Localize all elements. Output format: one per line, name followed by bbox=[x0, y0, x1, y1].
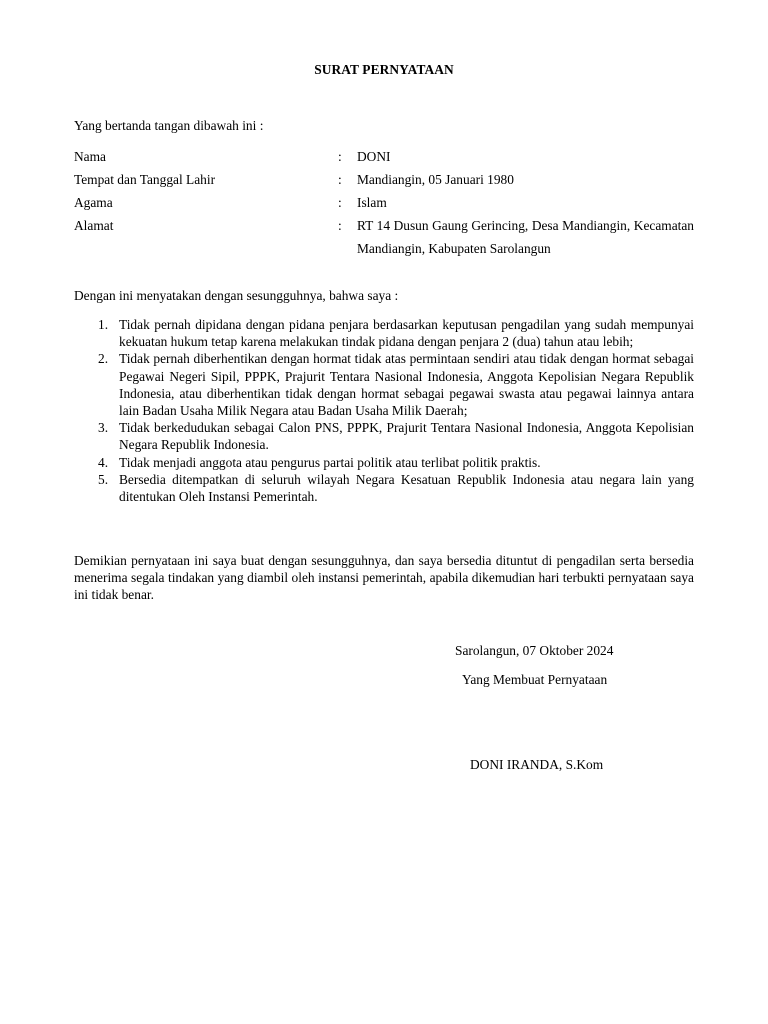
identity-value: DONI bbox=[357, 149, 391, 164]
list-item-text: Tidak pernah dipidana dengan pidana penjara berdasarkan keputusan pengadilan yang sudah mempunyai kekuatan hukum tetap karena melakukan tindak pidana dengan penjara 2 (dua) tahun atau lebih; bbox=[119, 317, 694, 350]
identity-colon: : bbox=[338, 149, 342, 164]
list-item-number: 3. bbox=[98, 420, 109, 436]
closing-paragraph: Demikian pernyataan ini saya buat dengan sesungguhnya, dan saya bersedia dituntut di pengadilan serta bersedia menerima segala tindakan yang diambil oleh instansi pemerintah, apabila dikemudian hari terbukti pernyataan saya ini tidak benar. bbox=[74, 553, 694, 603]
list-item bbox=[74, 471, 694, 505]
signature-name: DONI IRANDA, S.Kom bbox=[470, 757, 604, 772]
list-item-number: 2. bbox=[98, 351, 109, 367]
signature-role: Yang Membuat Pernyataan bbox=[462, 672, 608, 687]
statement-intro: Dengan ini menyatakan dengan sesungguhnya, bahwa saya : bbox=[74, 288, 399, 303]
identity-value: Mandiangin, 05 Januari 1980 bbox=[357, 172, 514, 187]
identity-row-address bbox=[74, 214, 694, 260]
list-item bbox=[74, 316, 694, 350]
intro-text: Yang bertanda tangan dibawah ini : bbox=[74, 118, 264, 133]
identity-row-religion bbox=[74, 191, 694, 214]
identity-colon: : bbox=[338, 172, 342, 187]
identity-colon: : bbox=[338, 195, 342, 210]
identity-row-birth bbox=[74, 168, 694, 191]
identity-label: Alamat bbox=[74, 218, 114, 233]
identity-label: Tempat dan Tanggal Lahir bbox=[74, 172, 216, 187]
list-item-number: 1. bbox=[98, 317, 109, 332]
identity-value: RT 14 Dusun Gaung Gerincing, Desa Mandiangin, Kecamatan Mandiangin, Kabupaten Sarolangun bbox=[357, 218, 694, 256]
list-item-text: Tidak menjadi anggota atau pengurus partai politik atau terlibat politik praktis. bbox=[119, 454, 541, 470]
list-item-number: 4. bbox=[98, 454, 109, 470]
identity-label: Nama bbox=[74, 149, 106, 164]
list-item bbox=[74, 454, 694, 471]
list-item bbox=[74, 350, 694, 419]
identity-row-name bbox=[74, 145, 694, 168]
identity-table bbox=[74, 145, 694, 260]
document-title: SURAT PERNYATAAN bbox=[314, 62, 454, 77]
list-item-text: Tidak pernah diberhentikan dengan hormat tidak atas permintaan sendiri atau tidak dengan hormat sebagai Pegawai Negeri Sipil, PPPK, Prajurit Tentara Nasional Indonesia, Anggota Kepolisian Negara Republik Indonesia, atau diberhentikan tidak dengan hormat sebagai pegawai swasta atau pegawai lainnya antara lain Badan Usaha Milik Negara atau Badan Usaha Milik Daerah; bbox=[119, 351, 694, 419]
statement-list bbox=[74, 316, 694, 505]
list-item bbox=[74, 419, 694, 453]
list-item-number: 5. bbox=[98, 471, 109, 487]
list-item-text: Bersedia ditempatkan di seluruh wilayah Negara Kesatuan Republik Indonesia atau negara lain yang ditentukan Oleh Instansi Pemerintah. bbox=[119, 471, 694, 505]
identity-colon: : bbox=[338, 218, 342, 233]
signature-place-date: Sarolangun, 07 Oktober 2024 bbox=[455, 643, 614, 658]
identity-label: Agama bbox=[74, 195, 113, 210]
list-item-text: Tidak berkedudukan sebagai Calon PNS, PPPK, Prajurit Tentara Nasional Indonesia, Anggota Kepolisian Negara Republik Indonesia. bbox=[119, 420, 694, 453]
identity-value: Islam bbox=[357, 195, 387, 210]
